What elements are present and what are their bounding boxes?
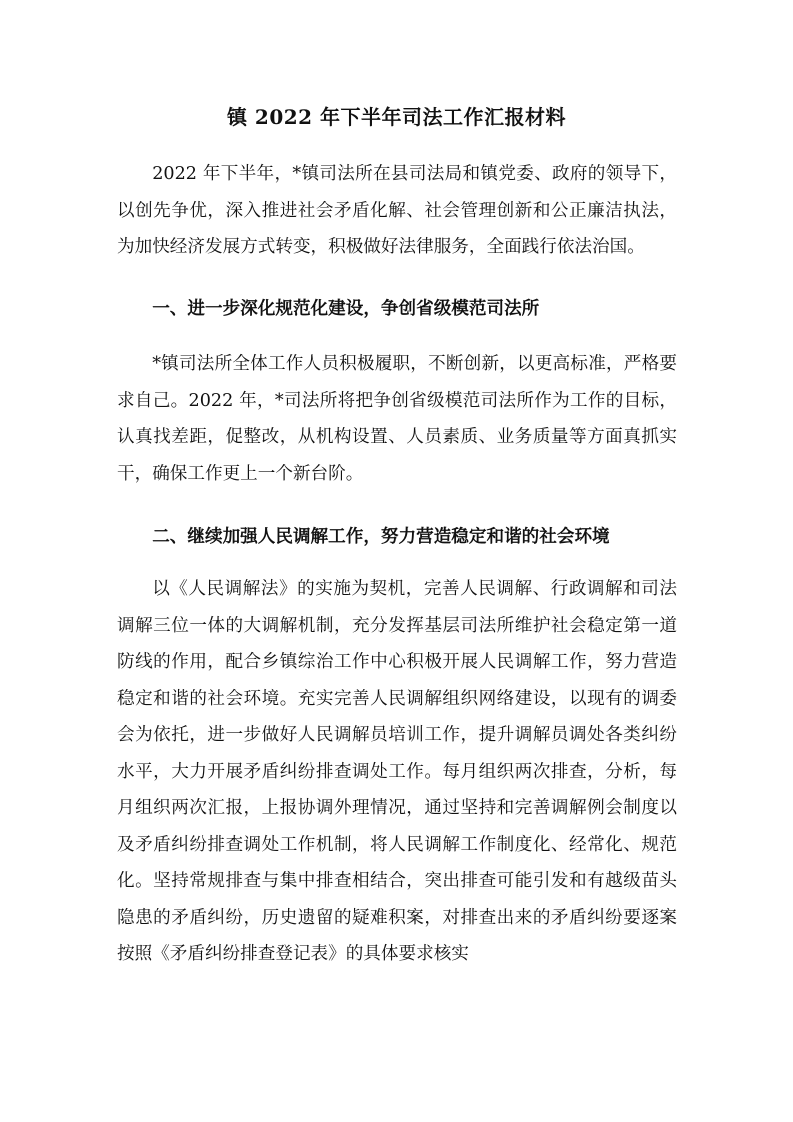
section-heading-1: 一、进一步深化规范化建设，争创省级模范司法所 [152, 298, 540, 319]
intro-paragraph: 2022 年下半年，*镇司法所在县司法局和镇党委、政府的领导下，以创先争优，深入推进社会矛盾化解、社会管理创新和公正廉洁执法，为加快经济发展方式转变，积极做好法律服务，全面践行依法治国。 [117, 164, 677, 257]
document-title: 镇 2022 年下半年司法工作汇报材料 [226, 105, 567, 129]
section-2-paragraph: 以《人民调解法》的实施为契机，完善人民调解、行政调解和司法调解三位一体的大调解机制，充分发挥基层司法所维护社会稳定第一道防线的作用，配合乡镇综治工作中心积极开展人民调解工作，努力营造稳定和谐的社会环境。充实完善人民调解组织网络建设，以现有的调委会为依托，进一步做好人民调解员培训工作，提升调解员调处各类纠纷水平，大力开展矛盾纠纷排查调处工作。每月组织两次排查，分析，每月组织两次汇报，上报协调外理情况，通过坚持和完善调解例会制度以及矛盾纠纷排查调处工作机制，将人民调解工作制度化、经常化、规范化。坚持常规排查与集中排查相结合，突出排查可能引发和有越级苗头隐患的矛盾纠纷，历史遗留的疑难积案，对排查出来的矛盾纠纷要逐案按照《矛盾纠纷排查登记表》的具体要求核实 [117, 579, 677, 964]
section-1-paragraph: *镇司法所全体工作人员积极履职，不断创新，以更高标准，严格要求自己。2022 年，*司法所将把争创省级模范司法所作为工作的目标，认真找差距，促整改，从机构设置、人员素质、业务质量等方面真抓实干，确保工作更上一个新台阶。 [117, 354, 677, 484]
section-heading-2: 二、继续加强人民调解工作，努力营造稳定和谐的社会环境 [152, 526, 610, 547]
